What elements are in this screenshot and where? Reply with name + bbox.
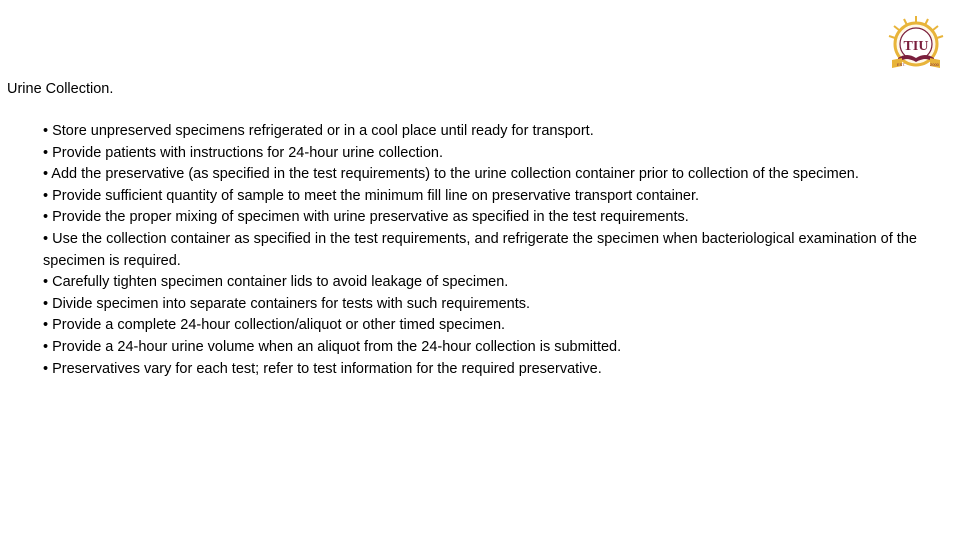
- logo-text: TIU: [903, 39, 929, 54]
- bullet-item: • Store unpreserved specimens refrigerated or in a cool place until ready for transport.: [43, 123, 594, 139]
- svg-text:EST.: EST.: [897, 62, 906, 67]
- university-logo: [884, 14, 948, 76]
- slide-title: Urine Collection.: [7, 81, 114, 97]
- bullet-item: • Preservatives vary for each test; refer to test information for the required preservative.: [43, 360, 602, 377]
- bullet-item: • Provide the proper mixing of specimen with urine preservative as specified in the test requirements.: [43, 209, 689, 226]
- bullet-item: • Carefully tighten specimen container lids to avoid leakage of specimen.: [43, 274, 509, 291]
- bullet-item: • Divide specimen into separate containers for tests with such requirements.: [43, 295, 531, 312]
- svg-text:2000: 2000: [930, 62, 939, 67]
- bullet-item: • Use the collection container as specified in the test requirements, and refrigerate the specimen when bacteriological examination of the specimen is required.: [43, 230, 917, 269]
- bullet-item: • Provide patients with instructions for 24-hour urine collection.: [43, 144, 443, 161]
- bullet-list: [43, 121, 923, 380]
- bullet-item: • Provide sufficient quantity of sample to meet the minimum fill line on preservative transport container.: [43, 187, 700, 204]
- bullet-item: • Provide a 24-hour urine volume when an aliquot from the 24-hour collection is submitted.: [43, 338, 622, 355]
- bullet-item: • Provide a complete 24-hour collection/aliquot or other timed specimen.: [43, 317, 506, 334]
- bullet-item: • Add the preservative (as specified in the test requirements) to the urine collection container prior to collection of the specimen.: [43, 166, 859, 183]
